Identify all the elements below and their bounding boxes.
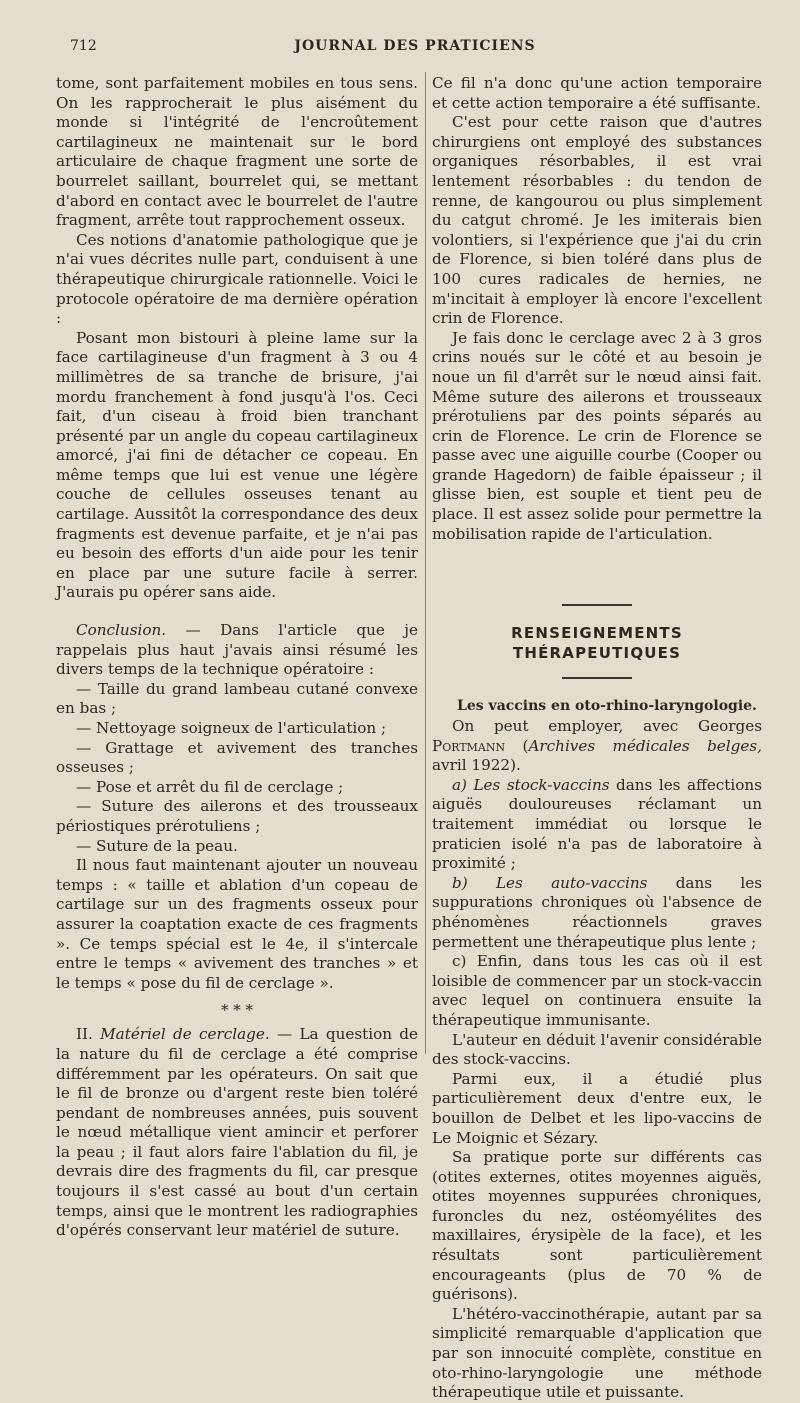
citation-paragraph — [432, 717, 762, 776]
list-item: — Grattage et avivement des tranches osseuses ; — [56, 738, 418, 777]
citation-text: avril 1922). — [432, 756, 521, 775]
paragraph: Parmi eux, il a étudié plus particulièrement deux d'entre eux, le bouillon de Delbet et les lipo-vaccins de Le Moignic et Sézary. — [432, 1069, 762, 1147]
citation-author: Portmann — [432, 736, 506, 755]
paragraph: L'hétéro-vaccinothérapie, autant par sa simplicité remarquable d'application que par son innocuité complète, constitue en oto-rhino-laryngologie une méthode thérapeutique utile et puissante. — [432, 1304, 762, 1402]
column-divider — [425, 72, 426, 1054]
section2-number: II. — [76, 1025, 101, 1044]
list-item: — Taille du grand lambeau cutané convexe en bas ; — [56, 679, 418, 718]
right-column — [432, 74, 762, 1403]
section2-paragraph — [56, 1025, 418, 1241]
paragraph: tome, sont parfaitement mobiles en tous sens. On les rapprocherait le plus aisément du monde si l'intégrité de l'encroûtement cartilagineux ne maintenait sur le bord articulaire de chaque fragment une sorte de bourrelet saillant, bourrelet qui, se mettant d'abord en contact avec le bourrelet de l'autre fragment, arrête tout rapprochement osseux. — [56, 74, 418, 230]
section-separator: * * * — [220, 1001, 254, 1020]
item-a-label: a) Les stock-vaccins — [452, 775, 610, 794]
paragraph: Ces notions d'anatomie pathologique que je n'ai vues décrites nulle part, conduisent à une thérapeutique chirurgicale rationnelle. Voici le protocole opératoire de ma dernière opération : — [56, 230, 418, 328]
list-item: — Suture des ailerons et des trousseaux périostiques prérotuliens ; — [56, 797, 418, 835]
citation-text: On peut employer, avec Georges — [452, 717, 762, 736]
page-number: 712 — [70, 38, 97, 54]
list-item: — Pose et arrêt du fil de cerclage ; — [76, 777, 344, 796]
left-column — [56, 74, 418, 1241]
paragraph: Ce fil n'a donc qu'une action temporaire et cette action temporaire a été suffisante. — [432, 74, 762, 112]
conclusion-label: Conclusion. — [76, 621, 167, 640]
paragraph: Il nous faut maintenant ajouter un nouveau temps : « taille et ablation d'un copeau de cartilage sur un des fragments osseux pour assurer la coaptation exacte de ces fragments ». Ce temps spécial est le 4e, il s'intercale entre le temps « avivement des tranches » et le temps « pose du fil de cerclage ». — [56, 856, 418, 992]
horizontal-rule — [562, 677, 632, 679]
item-b-label: b) Les auto-vaccins — [452, 873, 648, 892]
conclusion-paragraph — [56, 621, 418, 680]
page-header — [60, 36, 770, 60]
citation-source: Archives médicales belges, — [528, 736, 762, 755]
article-title: Les vaccins en oto-rhino-laryngologie. — [457, 698, 757, 715]
horizontal-rule — [562, 604, 632, 606]
paragraph: C'est pour cette raison que d'autres chirurgiens ont employé des substances organiques résorbables, il est vrai lentement résorbables : du tendon de renne, de kangourou ou plus simplement du catgut chromé. Je les imiterais bien volontiers, si l'expérience que j'ai du crin de Florence, si bien toléré dans plus de 100 cures radicales de hernies, ne m'incitait à employer là encore l'excellent crin de Florence. — [432, 113, 762, 328]
list-item-a — [432, 776, 762, 874]
list-item: — Suture de la peau. — [76, 836, 238, 855]
conclusion-text: — Dans l'article que je rappelais plus haut j'avais ainsi résumé les divers temps de la technique opératoire : — [56, 621, 418, 679]
item-b-text: dans les suppurations chroniques où l'absence de phénomènes réactionnels graves permettent une thérapeutique plus lente ; — [432, 873, 762, 951]
paragraph: Posant mon bistouri à pleine lame sur la face cartilagineuse d'un fragment à 3 ou 4 millimètres de sa tranche de brisure, j'ai mordu franchement à fond jusqu'à l'os. Ceci fait, d'un ciseau à froid bien tranchant présenté par un angle du copeau cartilagineux amorcé, j'ai fini de détacher ce copeau. En même temps que lui est venue une légère couche de cellules osseuses tenant au cartilage. Aussitôt la correspondance des deux fragments est devenue parfaite, et je n'ai pas eu besoin des efforts d'un aide pour les tenir en place par une suture facile à serrer. J'aurais pu opérer sans aide. — [56, 328, 418, 602]
paragraph: Je fais donc le cerclage avec 2 à 3 gros crins noués sur le côté et au besoin je noue un fil d'arrêt sur le nœud ainsi fait. Même suture des ailerons et trousseaux prérotuliens par des points séparés au crin de Florence. Le crin de Florence se passe avec une aiguille courbe (Cooper ou grande Hagedorn) de faible épaisseur ; il glisse bien, est souple et tient peu de place. Il est assez solide pour permettre la mobilisation rapide de l'articulation. — [432, 328, 762, 543]
paragraph: L'auteur en déduit l'avenir considérable des stock-vaccins. — [432, 1030, 762, 1069]
citation-text: ( — [505, 736, 529, 755]
item-a-text: dans les affections aiguës douloureuses réclamant un traitement immédiat ou lorsque le praticien isolé n'a pas de laboratoire à proximité ; — [432, 775, 762, 873]
journal-title: JOURNAL DES PRATICIENS — [294, 38, 536, 54]
section2-text: — La question de la nature du fil de cerclage a été comprise différemment par les opérateurs. On sait que le fil de bronze ou d'argent reste bien toléré pendant de nombreuses années, puis souvent le nœud métallique vient amincir et perforer la peau ; il faut alors faire l'ablation du fil, je devrais dire des fragments du fil, car presque toujours il s'est cassé au bout d'un certain temps, ainsi que le montrent les radiographies d'opérés conservant leur matériel de suture. — [56, 1025, 419, 1240]
list-item-b — [432, 874, 762, 952]
list-item: — Nettoyage soigneux de l'articulation ; — [76, 719, 387, 737]
section-title: RENSEIGNEMENTS THÉRAPEUTIQUES — [511, 624, 683, 662]
paragraph: Sa pratique porte sur différents cas (otites externes, otites moyennes aiguës, otites moyennes suppurées chroniques, furoncles du nez, ostéomyélites des maxillaires, érysipèle de la face), et les résultats sont particulièrement encourageants (plus de 70 % de guérisons). — [432, 1148, 762, 1304]
section2-label: Matériel de cerclage. — [100, 1025, 270, 1044]
list-item-c: c) Enfin, dans tous les cas où il est loisible de commencer par un stock-vaccin avec lequel on continuera ensuite la thérapeutique immunisante. — [432, 952, 762, 1029]
